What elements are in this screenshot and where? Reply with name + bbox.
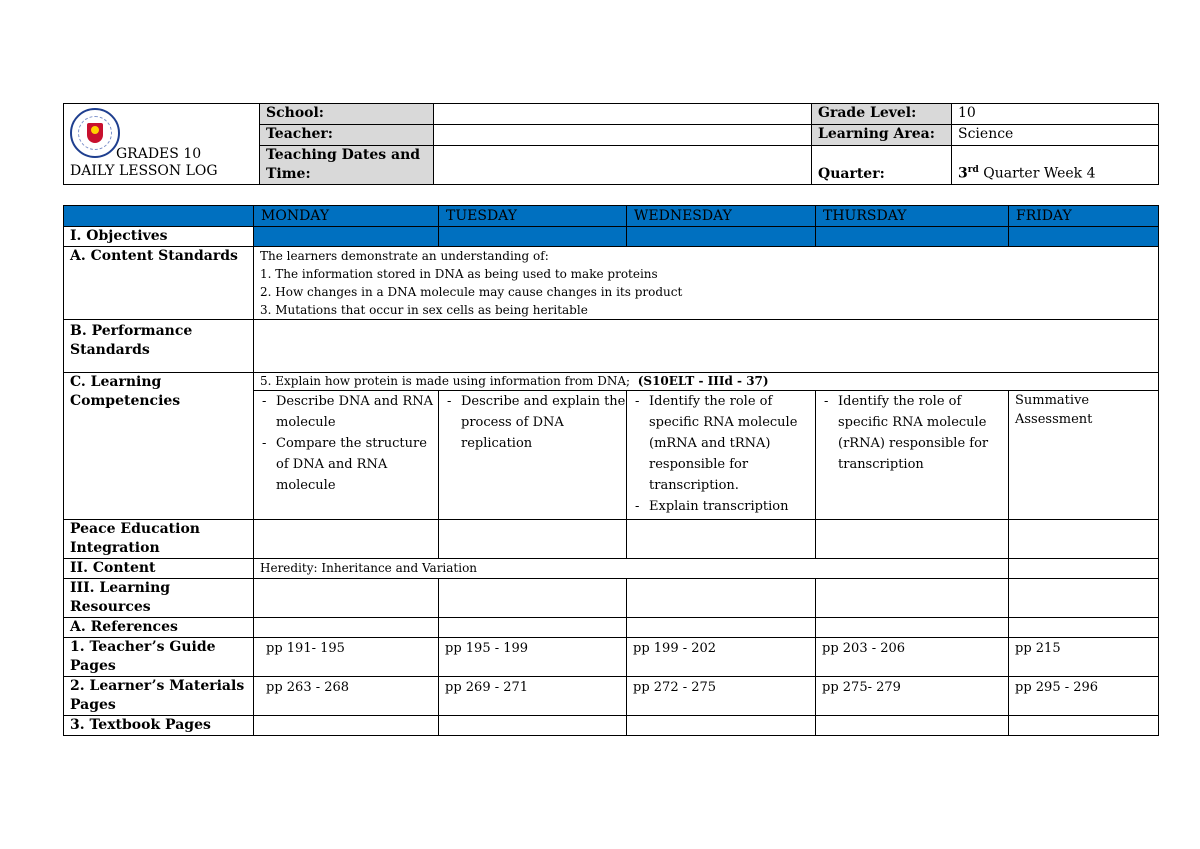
teaching-dates-label: Teaching Dates and Time: — [260, 146, 434, 185]
day-wednesday: WEDNESDAY — [627, 206, 816, 227]
school-label: School: — [260, 104, 434, 125]
school-field[interactable] — [434, 104, 812, 125]
learners-materials-row — [64, 677, 1159, 716]
tuesday-competency-cell[interactable] — [439, 391, 627, 520]
content-label: II. Content — [64, 559, 254, 579]
list-item: - Explain transcription — [633, 496, 815, 517]
teachers-guide-monday[interactable]: pp 191- 195 — [254, 638, 439, 677]
learners-materials-thursday[interactable]: pp 275- 279 — [816, 677, 1009, 716]
learning-area-value[interactable]: Science — [952, 125, 1159, 146]
grade-level-value[interactable]: 10 — [952, 104, 1159, 125]
textbook-row — [64, 716, 1159, 736]
peace-education-row — [64, 520, 1159, 559]
content-value[interactable]: Heredity: Inheritance and Variation — [254, 559, 1009, 579]
grades-label: GRADES 10 — [116, 146, 202, 162]
days-header-row — [64, 206, 1159, 227]
learning-competencies-label: C. Learning Competencies — [64, 373, 254, 520]
content-standards-row — [64, 247, 1159, 320]
monday-competency-cell[interactable] — [254, 391, 439, 520]
references-row — [64, 618, 1159, 638]
teachers-guide-row — [64, 638, 1159, 677]
learners-materials-monday[interactable]: pp 263 - 268 — [254, 677, 439, 716]
competency-text: 5. Explain how protein is made using information from DNA; — [260, 374, 631, 388]
performance-standards-row — [64, 320, 1159, 373]
header-table — [63, 103, 1159, 185]
objectives-row — [64, 227, 1159, 247]
competency-code-row — [64, 373, 1159, 391]
learning-resources-label: III. Learning Resources — [64, 579, 254, 618]
textbook-label: 3. Textbook Pages — [64, 716, 254, 736]
quarter-label: Quarter: — [812, 146, 952, 185]
wednesday-competency-cell[interactable] — [627, 391, 816, 520]
content-standard-item: 3. Mutations that occur in sex cells as being heritable — [260, 303, 588, 317]
performance-standards-label: B. Performance Standards — [64, 320, 254, 373]
logo-cell — [64, 104, 260, 185]
content-standard-item: 2. How changes in a DNA molecule may cause changes in its product — [260, 285, 683, 299]
teachers-guide-thursday[interactable]: pp 203 - 206 — [816, 638, 1009, 677]
day-thursday: THURSDAY — [816, 206, 1009, 227]
quarter-ordinal: 3 — [958, 166, 968, 182]
corner-cell — [64, 206, 254, 227]
learning-area-label: Learning Area: — [812, 125, 952, 146]
peace-education-label: Peace Education Integration — [64, 520, 254, 559]
list-item: - Identify the role of specific RNA molecule (mRNA and tRNA) responsible for transcription. — [633, 391, 815, 496]
teachers-guide-friday[interactable]: pp 215 — [1009, 638, 1159, 677]
content-standards-cell[interactable] — [254, 247, 1159, 320]
learners-materials-tuesday[interactable]: pp 269 - 271 — [439, 677, 627, 716]
content-standards-intro: The learners demonstrate an understanding of: — [260, 249, 549, 263]
list-item: - Describe DNA and RNA molecule — [260, 391, 438, 433]
learners-materials-wednesday[interactable]: pp 272 - 275 — [627, 677, 816, 716]
content-row — [64, 559, 1159, 579]
teacher-field[interactable] — [434, 125, 812, 146]
list-item: - Compare the structure of DNA and RNA molecule — [260, 433, 438, 496]
learners-materials-label: 2. Learner’s Materials Pages — [64, 677, 254, 716]
learners-materials-friday[interactable]: pp 295 - 296 — [1009, 677, 1159, 716]
quarter-suffix: rd — [967, 165, 979, 176]
teacher-label: Teacher: — [260, 125, 434, 146]
content-standard-item: 1. The information stored in DNA as being used to make proteins — [260, 267, 658, 281]
list-item: - Describe and explain the process of DNA replication — [445, 391, 626, 454]
grade-level-label: Grade Level: — [812, 104, 952, 125]
learning-resources-row — [64, 579, 1159, 618]
references-label: A. References — [64, 618, 254, 638]
lesson-log-table — [63, 205, 1159, 736]
day-friday: FRIDAY — [1009, 206, 1159, 227]
day-tuesday: TUESDAY — [439, 206, 627, 227]
quarter-week: Quarter Week 4 — [983, 166, 1096, 182]
competency-statement[interactable] — [254, 373, 1159, 391]
teachers-guide-label: 1. Teacher’s Guide Pages — [64, 638, 254, 677]
thursday-competency-cell[interactable] — [816, 391, 1009, 520]
performance-standards-cell[interactable] — [254, 320, 1159, 373]
daily-lesson-log-title: DAILY LESSON LOG — [70, 163, 218, 179]
friday-competency-cell[interactable]: Summative Assessment — [1009, 391, 1159, 520]
teaching-dates-field[interactable] — [434, 146, 812, 185]
quarter-value[interactable] — [952, 146, 1159, 185]
teachers-guide-tuesday[interactable]: pp 195 - 199 — [439, 638, 627, 677]
objectives-label: I. Objectives — [64, 227, 254, 247]
content-standards-label: A. Content Standards — [64, 247, 254, 320]
teachers-guide-wednesday[interactable]: pp 199 - 202 — [627, 638, 816, 677]
list-item: - Identify the role of specific RNA molecule (rRNA) responsible for transcription — [822, 391, 1008, 475]
deped-seal-icon — [70, 108, 120, 158]
day-monday: MONDAY — [254, 206, 439, 227]
competency-code: (S10ELT - IIId - 37) — [637, 374, 769, 388]
